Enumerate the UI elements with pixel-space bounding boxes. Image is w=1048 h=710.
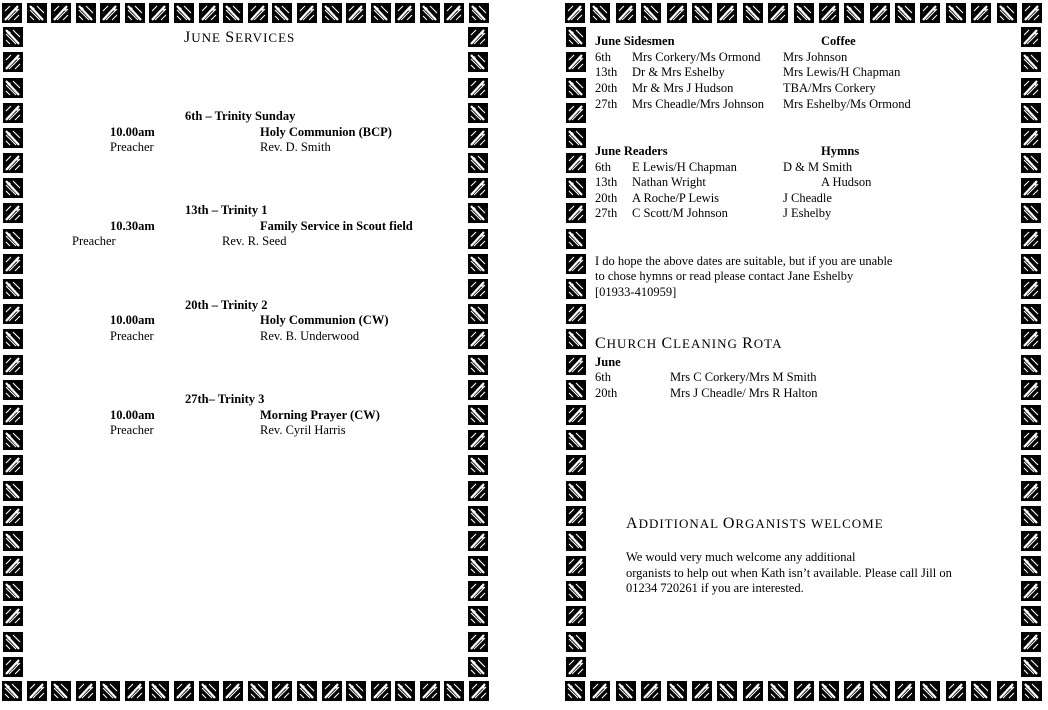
border-tile-icon <box>566 329 586 349</box>
border-tile-icon <box>1021 455 1041 475</box>
border-tile-icon <box>971 681 991 701</box>
border-tile-icon <box>920 3 940 23</box>
border-tile-icon <box>819 3 839 23</box>
border-tile-icon <box>566 128 586 148</box>
border-tile-icon <box>870 681 890 701</box>
border-tile-icon <box>468 153 488 173</box>
border-tile-icon <box>743 3 763 23</box>
border-tile-icon <box>51 681 71 701</box>
border-tile-icon <box>468 304 488 324</box>
border-tile-icon <box>76 3 96 23</box>
border-tile-icon <box>3 78 23 98</box>
border-tile-icon <box>125 3 145 23</box>
border-tile-icon <box>149 3 169 23</box>
border-tile-icon <box>1021 52 1041 72</box>
border-tile-icon <box>468 27 488 47</box>
sidesmen-name: Mr & Mrs J Hudson <box>632 81 734 95</box>
border-tile-icon <box>3 279 23 299</box>
border-tile-icon <box>566 405 586 425</box>
border-tile-icon <box>468 52 488 72</box>
border-tile-icon <box>566 178 586 198</box>
border-tile-icon <box>895 3 915 23</box>
border-tile-icon <box>1021 380 1041 400</box>
border-tile-icon <box>3 531 23 551</box>
border-bottom <box>2 680 489 702</box>
readers-header: June Readers <box>595 144 668 158</box>
border-tile-icon <box>1021 254 1041 274</box>
border-tile-icon <box>997 681 1017 701</box>
left-page <box>2 2 489 702</box>
border-tile-icon <box>76 681 96 701</box>
border-tile-icon <box>844 3 864 23</box>
border-tile-icon <box>444 681 464 701</box>
cleaning-date: 20th <box>595 386 618 400</box>
border-tile-icon <box>1021 632 1041 652</box>
border-tile-icon <box>3 657 23 677</box>
border-tile-icon <box>1021 128 1041 148</box>
border-tile-icon <box>468 506 488 526</box>
coffee-name: Mrs Lewis/H Chapman <box>783 65 901 79</box>
border-tile-icon <box>468 355 488 375</box>
border-tile-icon <box>692 3 712 23</box>
border-tile-icon <box>272 681 292 701</box>
border-tile-icon <box>717 3 737 23</box>
border-tile-icon <box>1021 481 1041 501</box>
border-tile-icon <box>1021 103 1041 123</box>
border-tile-icon <box>468 657 488 677</box>
border-tile-icon <box>566 606 586 626</box>
border-tile-icon <box>468 405 488 425</box>
border-tile-icon <box>870 3 890 23</box>
border-tile-icon <box>3 581 23 601</box>
border-tile-icon <box>1021 304 1041 324</box>
right-page <box>565 2 1042 702</box>
border-tile-icon <box>199 3 219 23</box>
border-tile-icon <box>468 481 488 501</box>
border-tile-icon <box>468 128 488 148</box>
border-tile-icon <box>566 254 586 274</box>
border-tile-icon <box>3 632 23 652</box>
border-tile-icon <box>3 430 23 450</box>
border-tile-icon <box>468 455 488 475</box>
sidesmen-name: Mrs Cheadle/Mrs Johnson <box>632 97 764 111</box>
border-tile-icon <box>444 3 464 23</box>
readers-date: 13th <box>595 175 618 189</box>
border-tile-icon <box>3 380 23 400</box>
service-heading: 20th – Trinity 2 <box>185 298 268 312</box>
hymns-name: D & M Smith <box>783 160 853 174</box>
border-tile-icon <box>566 632 586 652</box>
border-tile-icon <box>199 681 219 701</box>
organists-text: We would very much welcome any additional <box>626 550 856 564</box>
border-tile-icon <box>3 254 23 274</box>
border-tile-icon <box>371 3 391 23</box>
border-tile-icon <box>27 3 47 23</box>
border-tile-icon <box>1021 203 1041 223</box>
border-tile-icon <box>1021 606 1041 626</box>
hymns-header: Hymns <box>821 144 860 158</box>
border-tile-icon <box>566 304 586 324</box>
sidesmen-date: 27th <box>595 97 618 111</box>
border-tile-icon <box>3 606 23 626</box>
border-tile-icon <box>1021 153 1041 173</box>
reader-name: C Scott/M Johnson <box>632 206 728 220</box>
border-tile-icon <box>100 681 120 701</box>
organists-text: organists to help out when Kath isn’t available. Please call Jill on <box>626 566 952 580</box>
border-tile-icon <box>468 78 488 98</box>
cleaning-date: 6th <box>595 370 611 384</box>
coffee-name: TBA/Mrs Corkery <box>783 81 876 95</box>
border-tile-icon <box>346 3 366 23</box>
border-tile-icon <box>174 681 194 701</box>
border-tile-icon <box>566 581 586 601</box>
border-tile-icon <box>272 3 292 23</box>
sidesmen-name: Mrs Corkery/Ms Ormond <box>632 50 761 64</box>
border-tile-icon <box>3 304 23 324</box>
sidesmen-date: 13th <box>595 65 618 79</box>
preacher-name: Rev. Cyril Harris <box>260 423 346 437</box>
service-time: 10.00am <box>110 125 155 139</box>
border-right <box>1020 2 1042 702</box>
border-tile-icon <box>566 203 586 223</box>
border-tile-icon <box>1021 329 1041 349</box>
border-tile-icon <box>322 681 342 701</box>
border-tile-icon <box>3 178 23 198</box>
border-tile-icon <box>566 380 586 400</box>
sidesmen-header: June Sidesmen <box>595 34 675 48</box>
note-line: I do hope the above dates are suitable, but if you are unable <box>595 254 893 268</box>
border-tile-icon <box>566 531 586 551</box>
coffee-name: Mrs Eshelby/Ms Ormond <box>783 97 911 111</box>
border-tile-icon <box>566 506 586 526</box>
border-tile-icon <box>566 455 586 475</box>
border-tile-icon <box>566 430 586 450</box>
border-tile-icon <box>566 52 586 72</box>
border-tile-icon <box>223 681 243 701</box>
reader-name: E Lewis/H Chapman <box>632 160 737 174</box>
border-tile-icon <box>1021 531 1041 551</box>
border-tile-icon <box>717 681 737 701</box>
border-tile-icon <box>844 681 864 701</box>
border-tile-icon <box>641 3 661 23</box>
border-tile-icon <box>468 178 488 198</box>
border-tile-icon <box>149 681 169 701</box>
border-tile-icon <box>1021 556 1041 576</box>
border-tile-icon <box>971 3 991 23</box>
border-tile-icon <box>468 254 488 274</box>
border-tile-icon <box>297 681 317 701</box>
border-tile-icon <box>566 229 586 249</box>
border-tile-icon <box>3 52 23 72</box>
border-tile-icon <box>768 3 788 23</box>
service-time: 10.30am <box>110 219 155 233</box>
border-tile-icon <box>641 681 661 701</box>
service-type: Holy Communion (CW) <box>260 313 389 327</box>
border-tile-icon <box>1021 355 1041 375</box>
border-tile-icon <box>794 3 814 23</box>
border-tile-icon <box>100 3 120 23</box>
sidesmen-date: 20th <box>595 81 618 95</box>
border-tile-icon <box>3 128 23 148</box>
border-tile-icon <box>566 27 586 47</box>
border-tile-icon <box>566 103 586 123</box>
border-tile-icon <box>3 455 23 475</box>
border-tile-icon <box>468 632 488 652</box>
border-tile-icon <box>125 681 145 701</box>
border-tile-icon <box>997 3 1017 23</box>
border-tile-icon <box>1021 178 1041 198</box>
border-tile-icon <box>946 681 966 701</box>
border-tile-icon <box>768 681 788 701</box>
border-tile-icon <box>371 681 391 701</box>
border-tile-icon <box>566 556 586 576</box>
border-tile-icon <box>667 681 687 701</box>
border-tile-icon <box>420 3 440 23</box>
border-tile-icon <box>566 481 586 501</box>
service-time: 10.00am <box>110 408 155 422</box>
border-top <box>565 2 1042 24</box>
hymns-name: A Hudson <box>821 175 872 189</box>
border-right <box>467 2 489 702</box>
border-tile-icon <box>1021 657 1041 677</box>
border-tile-icon <box>819 681 839 701</box>
border-tile-icon <box>27 681 47 701</box>
border-tile-icon <box>395 681 415 701</box>
border-tile-icon <box>1021 430 1041 450</box>
organists-text: 01234 720261 if you are interested. <box>626 581 804 595</box>
border-tile-icon <box>1021 27 1041 47</box>
border-tile-icon <box>3 405 23 425</box>
border-tile-icon <box>3 556 23 576</box>
border-tile-icon <box>297 3 317 23</box>
border-tile-icon <box>3 329 23 349</box>
coffee-name: Mrs Johnson <box>783 50 848 64</box>
preacher-name: Rev. B. Underwood <box>260 329 360 343</box>
border-tile-icon <box>3 27 23 47</box>
preacher-name: Rev. D. Smith <box>260 140 331 154</box>
border-tile-icon <box>395 3 415 23</box>
border-left <box>2 2 24 702</box>
border-tile-icon <box>743 681 763 701</box>
border-tile-icon <box>3 481 23 501</box>
coffee-header: Coffee <box>821 34 856 48</box>
border-tile-icon <box>468 203 488 223</box>
border-tile-icon <box>692 681 712 701</box>
hymns-name: J Eshelby <box>783 206 832 220</box>
cleaning-month: June <box>595 355 621 369</box>
border-tile-icon <box>920 681 940 701</box>
cleaning-names: Mrs J Cheadle/ Mrs R Halton <box>670 386 818 400</box>
border-tile-icon <box>616 681 636 701</box>
border-tile-icon <box>468 103 488 123</box>
border-tile-icon <box>3 153 23 173</box>
border-bottom <box>565 680 1042 702</box>
border-tile-icon <box>667 3 687 23</box>
preacher-label: Preacher <box>110 423 154 437</box>
border-tile-icon <box>3 203 23 223</box>
reader-name: Nathan Wright <box>632 175 706 189</box>
preacher-name: Rev. R. Seed <box>222 234 287 248</box>
readers-date: 20th <box>595 191 618 205</box>
border-tile-icon <box>346 681 366 701</box>
preacher-label: Preacher <box>110 329 154 343</box>
border-tile-icon <box>895 681 915 701</box>
service-heading: 27th– Trinity 3 <box>185 392 265 406</box>
service-type: Morning Prayer (CW) <box>260 408 380 422</box>
border-tile-icon <box>946 3 966 23</box>
border-tile-icon <box>1021 506 1041 526</box>
sidesmen-date: 6th <box>595 50 611 64</box>
border-tile-icon <box>468 556 488 576</box>
border-tile-icon <box>468 380 488 400</box>
border-tile-icon <box>51 3 71 23</box>
border-tile-icon <box>3 355 23 375</box>
border-tile-icon <box>223 3 243 23</box>
preacher-label: Preacher <box>72 234 116 248</box>
border-tile-icon <box>566 355 586 375</box>
border-tile-icon <box>566 153 586 173</box>
border-tile-icon <box>616 3 636 23</box>
service-type: Holy Communion (BCP) <box>260 125 392 139</box>
border-tile-icon <box>420 681 440 701</box>
border-tile-icon <box>1021 229 1041 249</box>
readers-date: 6th <box>595 160 611 174</box>
border-tile-icon <box>590 681 610 701</box>
border-tile-icon <box>248 3 268 23</box>
readers-date: 27th <box>595 206 618 220</box>
border-tile-icon <box>3 506 23 526</box>
border-tile-icon <box>1021 279 1041 299</box>
border-tile-icon <box>468 606 488 626</box>
organists-title: ADDITIONAL ORGANISTS WELCOME <box>626 515 884 532</box>
cleaning-names: Mrs C Corkery/Mrs M Smith <box>670 370 817 384</box>
border-tile-icon <box>468 430 488 450</box>
border-tile-icon <box>468 229 488 249</box>
border-tile-icon <box>1021 78 1041 98</box>
border-tile-icon <box>322 3 342 23</box>
border-tile-icon <box>468 329 488 349</box>
note-line: [01933-410959] <box>595 285 677 299</box>
border-left <box>565 2 587 702</box>
border-tile-icon <box>3 103 23 123</box>
service-type: Family Service in Scout field <box>260 219 413 233</box>
border-tile-icon <box>1021 405 1041 425</box>
cleaning-rota-title: CHURCH CLEANING ROTA <box>595 335 783 352</box>
border-top <box>2 2 489 24</box>
sidesmen-name: Dr & Mrs Eshelby <box>632 65 725 79</box>
service-heading: 13th – Trinity 1 <box>185 203 268 217</box>
preacher-label: Preacher <box>110 140 154 154</box>
hymns-name: J Cheadle <box>783 191 832 205</box>
service-time: 10.00am <box>110 313 155 327</box>
border-tile-icon <box>3 229 23 249</box>
border-tile-icon <box>248 681 268 701</box>
border-tile-icon <box>174 3 194 23</box>
june-services-title: JUNE SERVICES <box>184 29 296 46</box>
border-tile-icon <box>468 279 488 299</box>
note-line: to chose hymns or read please contact Jane Eshelby <box>595 269 854 283</box>
service-heading: 6th – Trinity Sunday <box>185 109 296 123</box>
border-tile-icon <box>1021 581 1041 601</box>
border-tile-icon <box>794 681 814 701</box>
border-tile-icon <box>566 78 586 98</box>
border-tile-icon <box>468 581 488 601</box>
border-tile-icon <box>566 657 586 677</box>
border-tile-icon <box>468 531 488 551</box>
reader-name: A Roche/P Lewis <box>632 191 720 205</box>
border-tile-icon <box>566 279 586 299</box>
border-tile-icon <box>590 3 610 23</box>
